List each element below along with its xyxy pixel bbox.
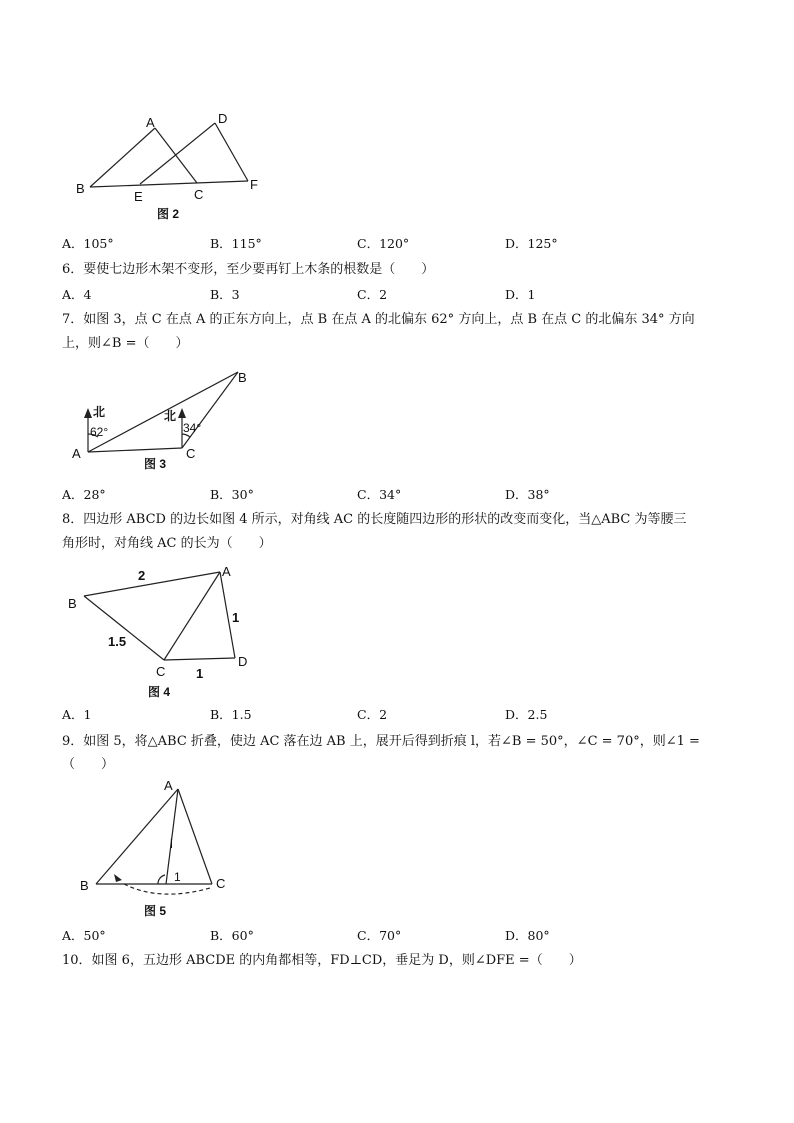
q6-option-c[interactable]: C．2 bbox=[357, 287, 388, 302]
fig4-label-d: D bbox=[238, 654, 248, 669]
fig4-length-cd: 1 bbox=[196, 666, 204, 681]
fig3-angle-34: 34° bbox=[183, 421, 202, 435]
q9-option-b[interactable]: B．60° bbox=[210, 928, 254, 943]
q5-option-a[interactable]: A．105° bbox=[62, 236, 114, 251]
q6-option-a[interactable]: A．4 bbox=[62, 287, 92, 302]
q7-text-line1: 7．如图 3，点 C 在点 A 的正东方向上，点 B 在点 A 的北偏东 62° 方向上，点 B 在点 C 的北偏东 34° 方向 bbox=[62, 312, 695, 327]
fig4-label-a: A bbox=[222, 564, 231, 579]
q8-option-c[interactable]: C．2 bbox=[357, 707, 388, 722]
fig5-label-a: A bbox=[164, 778, 173, 793]
fig4-length-ab: 2 bbox=[138, 568, 146, 583]
q9-option-a[interactable]: A．50° bbox=[62, 928, 106, 943]
q10-text: 10．如图 6，五边形 ABCDE 的内角都相等，FD⊥CD，垂足为 D，则∠DFE =（ ） bbox=[62, 953, 582, 968]
fig5-angle-1: 1 bbox=[174, 870, 181, 884]
fig3-north-1: 北 bbox=[93, 405, 106, 419]
fig4-label-b: B bbox=[68, 596, 77, 611]
q8-option-b[interactable]: B．1.5 bbox=[210, 707, 252, 722]
figure-4 bbox=[60, 560, 270, 700]
q5-option-c[interactable]: C．120° bbox=[357, 236, 410, 251]
q7-option-d[interactable]: D．38° bbox=[505, 487, 550, 502]
fig4-label-c: C bbox=[156, 664, 166, 679]
q7-option-c[interactable]: C．34° bbox=[357, 487, 402, 502]
figure-2 bbox=[60, 95, 280, 225]
q5-option-b[interactable]: B．115° bbox=[210, 236, 262, 251]
q9-text-line1: 9．如图 5，将△ABC 折叠，使边 AC 落在边 AB 上，展开后得到折痕 l，若∠B = 50°，∠C = 70°，则∠1 = bbox=[62, 734, 700, 749]
fig2-label-a: A bbox=[146, 115, 155, 130]
q7-option-a[interactable]: A．28° bbox=[62, 487, 106, 502]
q9-option-c[interactable]: C．70° bbox=[357, 928, 402, 943]
fig5-label-b: B bbox=[80, 878, 89, 893]
q8-text-line1: 8．四边形 ABCD 的边长如图 4 所示，对角线 AC 的长度随四边形的形状的改变而变化，当△ABC 为等腰三 bbox=[62, 512, 687, 527]
fig3-north-2: 北 bbox=[164, 409, 177, 423]
q8-text-line2: 角形时，对角线 AC 的长为（ ） bbox=[62, 536, 272, 551]
fig3-label-c: C bbox=[186, 446, 196, 461]
q5-option-d[interactable]: D．125° bbox=[505, 236, 558, 251]
fig4-caption: 图 4 bbox=[148, 685, 171, 699]
fig4-length-ad: 1 bbox=[232, 610, 240, 625]
fig2-label-f: F bbox=[250, 177, 258, 192]
fig5-label-l: l bbox=[170, 836, 173, 851]
figure-3 bbox=[60, 360, 270, 470]
fig3-label-a: A bbox=[72, 446, 81, 461]
fig3-caption: 图 3 bbox=[144, 457, 167, 471]
q6-option-d[interactable]: D．1 bbox=[505, 287, 536, 302]
q9-text-line2: （ ） bbox=[62, 757, 115, 772]
fig2-caption: 图 2 bbox=[157, 207, 180, 221]
fig2-label-e: E bbox=[134, 189, 143, 204]
fig5-caption: 图 5 bbox=[144, 904, 167, 918]
fig3-label-b: B bbox=[238, 370, 247, 385]
fig5-label-c: C bbox=[216, 876, 226, 891]
fig2-label-c: C bbox=[194, 187, 204, 202]
q7-option-b[interactable]: B．30° bbox=[210, 487, 254, 502]
q6-option-b[interactable]: B．3 bbox=[210, 287, 240, 302]
figure-5 bbox=[60, 778, 260, 923]
fig2-label-d: D bbox=[218, 111, 228, 126]
q7-text-line2: 上，则∠B =（ ） bbox=[62, 336, 189, 351]
q6-text: 6．要使七边形木架不变形，至少要再钉上木条的根数是（ ） bbox=[62, 262, 435, 277]
q8-option-d[interactable]: D．2.5 bbox=[505, 707, 548, 722]
fig2-label-b: B bbox=[76, 181, 85, 196]
q8-option-a[interactable]: A．1 bbox=[62, 707, 92, 722]
q9-option-d[interactable]: D．80° bbox=[505, 928, 550, 943]
fig4-length-bc: 1.5 bbox=[108, 634, 127, 649]
fig3-angle-62: 62° bbox=[90, 425, 109, 439]
